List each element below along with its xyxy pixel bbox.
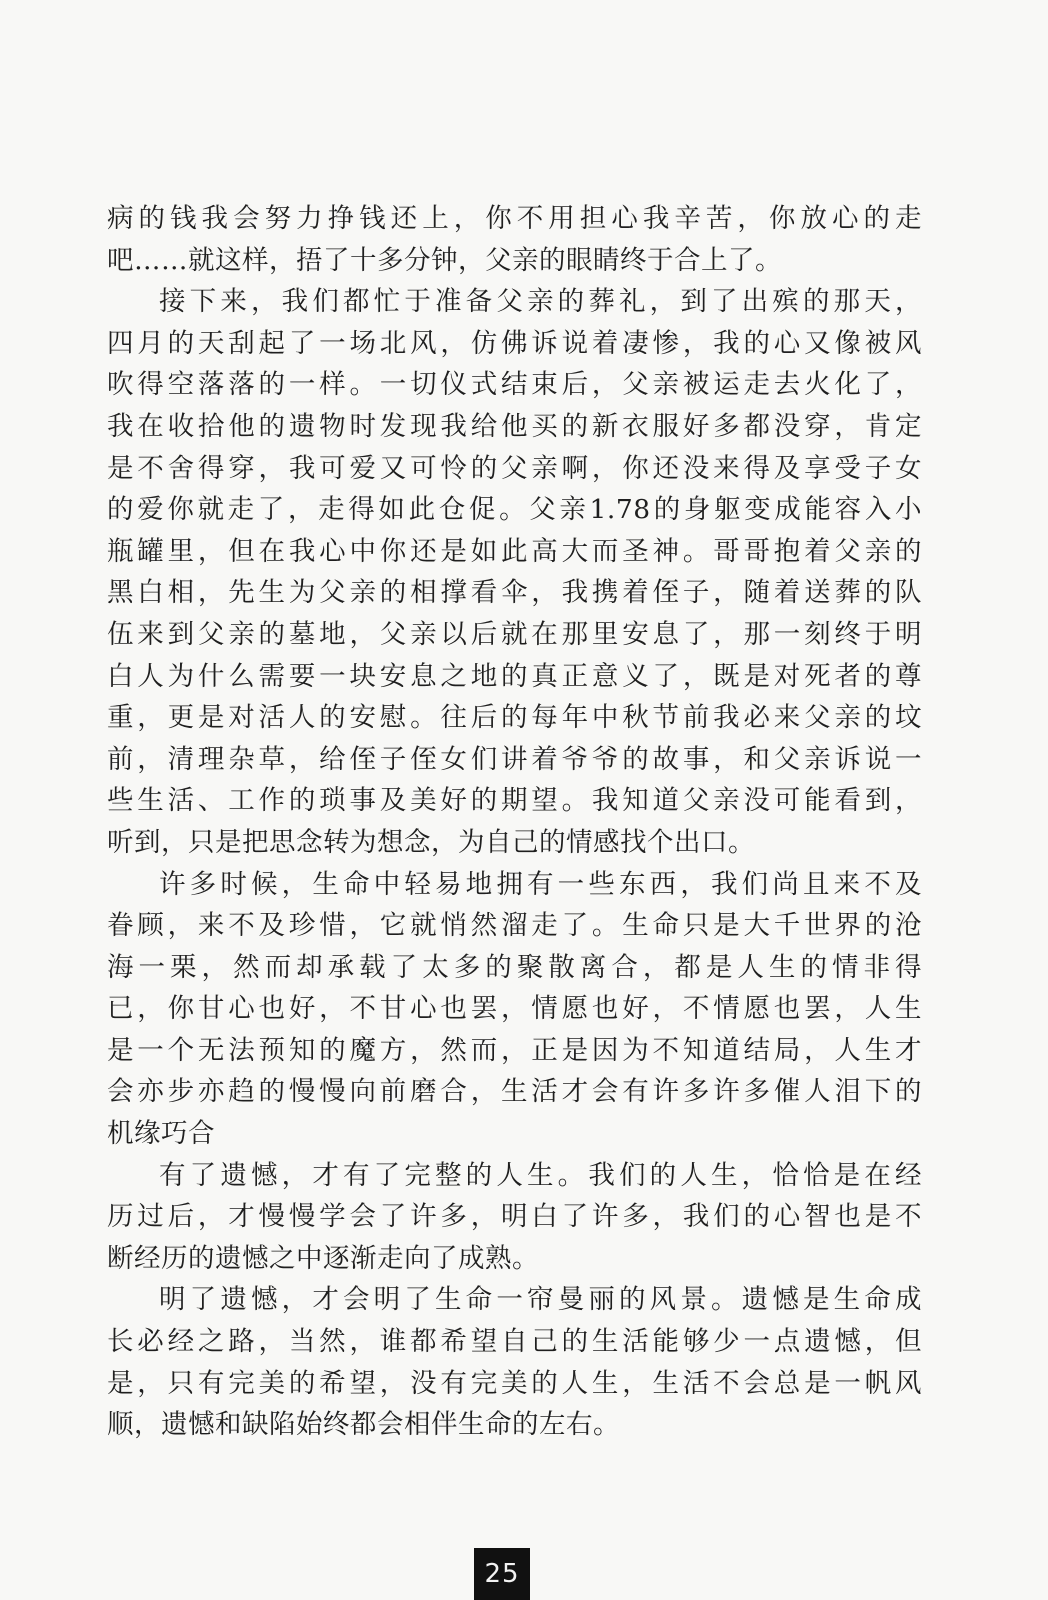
text-line: 机缘巧合 <box>107 1118 215 1150</box>
text-line: 是，只有完美的希望，没有完美的人生，生活不会总是一帆风 <box>107 1367 922 1399</box>
text-line: 顺，遗憾和缺陷始终都会相伴生命的左右。 <box>107 1409 620 1441</box>
text-line: 病的钱我会努力挣钱还上，你不用担心我辛苦，你放心的走 <box>107 203 922 234</box>
text-line: 前，清理杂草，给侄子侄女们讲着爷爷的故事，和父亲诉说一 <box>107 743 922 775</box>
text-line: 明了遗憾，才会明了生命一帘曼丽的风景。遗憾是生命成 <box>159 1284 922 1316</box>
text-line: 是一个无法预知的魔方，然而，正是因为不知道结局，人生才 <box>107 1034 922 1066</box>
text-line: 会亦步亦趋的慢慢向前磨合，生活才会有许多许多催人泪下的 <box>107 1076 922 1108</box>
text-line: 吧……就这样，捂了十多分钟，父亲的眼睛终于合上了。 <box>107 244 782 276</box>
text-line: 已，你甘心也好，不甘心也罢，情愿也好，不情愿也罢，人生 <box>107 993 922 1025</box>
text-line: 听到，只是把思念转为想念，为自己的情感找个出口。 <box>107 826 755 858</box>
text-line: 我在收拾他的遗物时发现我给他买的新衣服好多都没穿，肯定 <box>107 410 922 442</box>
text-line: 的爱你就走了，走得如此仓促。父亲1.78的身躯变成能容入小 <box>107 494 922 526</box>
text-line: 瓶罐里，但在我心中你还是如此高大而圣神。哥哥抱着父亲的 <box>107 535 922 567</box>
text-line: 眷顾，来不及珍惜，它就悄然溜走了。生命只是大千世界的沧 <box>107 910 922 942</box>
text-line: 海一栗，然而却承载了太多的聚散离合，都是人生的情非得 <box>107 951 922 983</box>
body-text <box>107 198 922 1446</box>
text-line: 接下来，我们都忙于准备父亲的葬礼，到了出殡的那天， <box>159 286 922 318</box>
text-line: 黑白相，先生为父亲的相撑看伞，我携着侄子，随着送葬的队 <box>107 577 922 609</box>
text-line: 有了遗憾，才有了完整的人生。我们的人生，恰恰是在经 <box>159 1159 922 1191</box>
text-line: 历过后，才慢慢学会了许多，明白了许多，我们的心智也是不 <box>107 1201 922 1233</box>
text-line: 长必经之路，当然，谁都希望自己的生活能够少一点遗憾，但 <box>107 1326 922 1358</box>
text-line: 四月的天刮起了一场北风，仿佛诉说着凄惨，我的心又像被风 <box>107 327 922 359</box>
page-number: 25 <box>474 1548 530 1600</box>
text-line: 许多时候，生命中轻易地拥有一些东西，我们尚且来不及 <box>159 868 922 900</box>
text-line: 重，更是对活人的安慰。往后的每年中秋节前我必来父亲的坟 <box>107 702 922 734</box>
text-line: 白人为什么需要一块安息之地的真正意义了，既是对死者的尊 <box>107 660 922 692</box>
text-line: 些生活、工作的琐事及美好的期望。我知道父亲没可能看到， <box>107 785 922 817</box>
text-line: 吹得空落落的一样。一切仪式结束后，父亲被运走去火化了， <box>107 369 922 401</box>
text-line: 是不舍得穿，我可爱又可怜的父亲啊，你还没来得及享受子女 <box>107 452 922 484</box>
text-line: 断经历的遗憾之中逐渐走向了成熟。 <box>107 1242 539 1274</box>
text-line: 伍来到父亲的墓地，父亲以后就在那里安息了，那一刻终于明 <box>107 618 922 650</box>
